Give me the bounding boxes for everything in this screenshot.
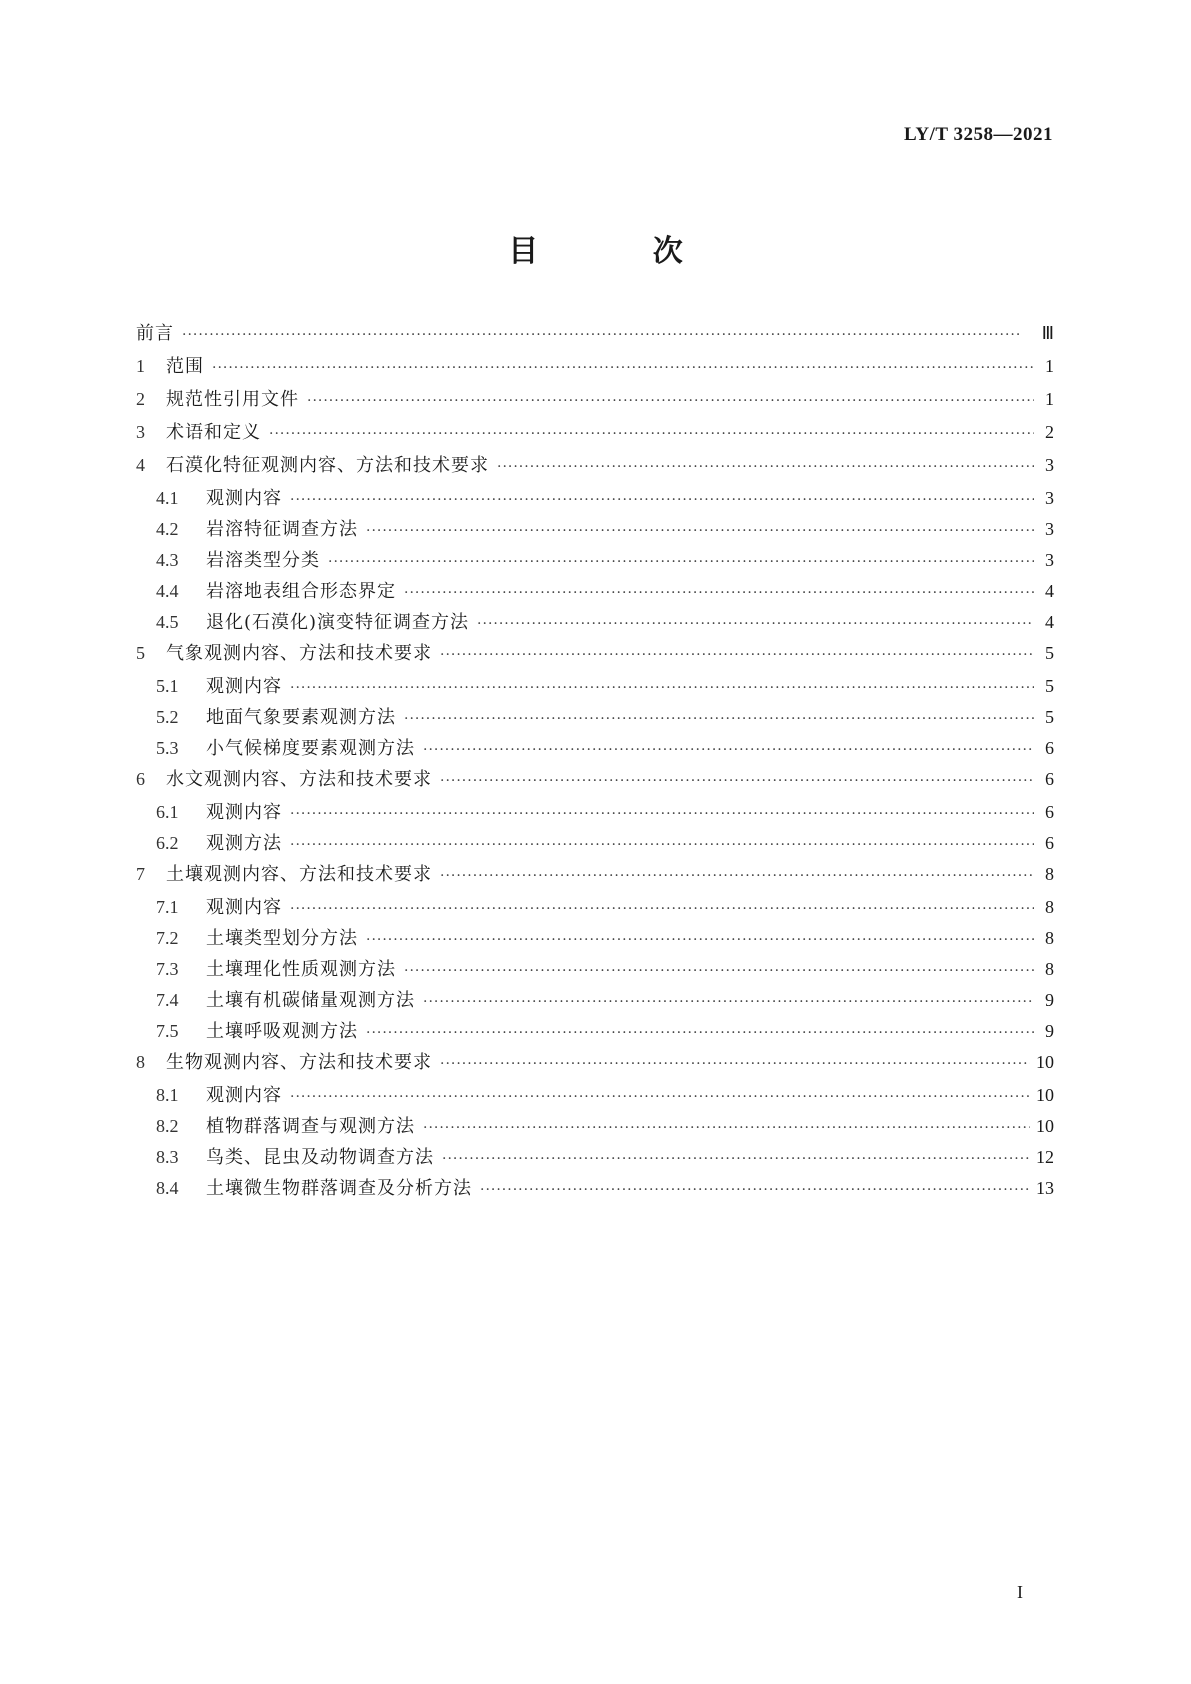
toc-subentry[interactable] [136,801,1054,832]
toc-entry-label: 石漠化特征观测内容、方法和技术要求 [166,455,489,476]
toc-entry-page: 3 [1045,488,1054,508]
toc-leader-dots [423,990,1034,1013]
toc-subentry[interactable] [136,611,1054,642]
toc-entry[interactable] [136,1051,1054,1084]
toc-entry[interactable] [136,454,1054,487]
toc-entry-page: 9 [1045,1021,1054,1041]
toc-leader-dots [404,581,1034,604]
toc-leader-dots [290,1085,1030,1108]
toc-entry-number: 5.1 [156,676,179,696]
toc-entry-label: 地面气象要素观测方法 [206,707,396,728]
toc-entry-label: 土壤观测内容、方法和技术要求 [166,864,432,885]
toc-entry[interactable] [136,421,1054,454]
toc-subentry[interactable] [136,832,1054,863]
toc-subentry[interactable] [136,549,1054,580]
toc-leader-dots [440,643,1034,666]
toc-entry[interactable] [136,768,1054,801]
toc-entry-page: 6 [1045,833,1054,853]
toc-entry[interactable] [136,863,1054,896]
toc-leader-dots [290,488,1034,511]
toc-entry-page: 8 [1045,928,1054,948]
page-number: I [1017,1582,1023,1602]
toc-entry-page: 3 [1045,455,1054,475]
toc-entry-page: 8 [1045,897,1054,917]
toc-entry-page: 2 [1045,422,1054,442]
toc-entry-page: 4 [1045,581,1054,601]
toc-entry-label: 小气候梯度要素观测方法 [206,738,415,759]
toc-subentry[interactable] [136,1115,1054,1146]
toc-entry-number: 7 [136,864,145,884]
toc-subentry[interactable] [136,896,1054,927]
toc-entry-label: 岩溶特征调查方法 [206,519,358,540]
toc-entry-number: 7.5 [156,1021,179,1041]
toc-leader-dots [423,1116,1030,1139]
toc-leader-dots [290,802,1034,825]
toc-leader-dots [269,422,1034,445]
toc-entry-number: 3 [136,422,145,442]
toc-subentry[interactable] [136,927,1054,958]
toc-leader-dots [307,389,1034,412]
toc-subentry[interactable] [136,518,1054,549]
toc-leader-dots [182,323,1034,346]
toc-entry-page: 5 [1045,707,1054,727]
toc-leader-dots [290,833,1034,856]
toc-entry-number: 5.3 [156,738,179,758]
toc-entry-page: 6 [1045,769,1054,789]
toc-leader-dots [366,928,1034,951]
toc-entry-page: Ⅲ [1041,323,1054,343]
toc-entry-page: 9 [1045,990,1054,1010]
toc-entry-label: 气象观测内容、方法和技术要求 [166,643,432,664]
toc-entry-page: 8 [1045,959,1054,979]
toc-entry-number: 7.2 [156,928,179,948]
toc-entry-page: 1 [1045,389,1054,409]
toc-entry-number: 4.2 [156,519,179,539]
toc-entry-page: 6 [1045,802,1054,822]
toc-entry-number: 5 [136,643,145,663]
toc-entry-page: 6 [1045,738,1054,758]
toc-entry-number: 8 [136,1052,145,1072]
toc-leader-dots [328,550,1034,573]
toc-entry-page: 10 [1036,1116,1054,1136]
toc-entry[interactable] [136,642,1054,675]
toc-subentry[interactable] [136,706,1054,737]
toc-subentry[interactable] [136,1020,1054,1051]
toc-entry-number: 8.1 [156,1085,179,1105]
toc-leader-dots [290,897,1034,920]
toc-entry-page: 4 [1045,612,1054,632]
toc-entry-number: 8.3 [156,1147,179,1167]
toc-entry-label: 术语和定义 [166,422,261,443]
toc-subentry[interactable] [136,487,1054,518]
toc-entry-number: 7.4 [156,990,179,1010]
toc-entry-page: 10 [1036,1052,1054,1072]
toc-subentry[interactable] [136,1084,1054,1115]
toc-entry-number: 5.2 [156,707,179,727]
toc-entry-number: 4.5 [156,612,179,632]
toc-leader-dots [477,612,1034,635]
toc-entry-page: 3 [1045,550,1054,570]
toc-entry-number: 6 [136,769,145,789]
toc-leader-dots [440,769,1034,792]
toc-subentry[interactable] [136,675,1054,706]
toc-entry-label: 土壤微生物群落调查及分析方法 [206,1178,472,1199]
toc-entry-label: 观测内容 [206,676,282,697]
toc-leader-dots [366,519,1034,542]
table-of-contents [136,322,1054,1208]
toc-entry-label: 植物群落调查与观测方法 [206,1116,415,1137]
toc-entry-label: 观测内容 [206,488,282,509]
toc-entry-label: 水文观测内容、方法和技术要求 [166,769,432,790]
toc-entry-number: 7.3 [156,959,179,979]
toc-leader-dots [404,959,1034,982]
toc-leader-dots [212,356,1034,379]
toc-entry-number: 4 [136,455,145,475]
toc-entry-number: 4.1 [156,488,179,508]
toc-entry-page: 3 [1045,519,1054,539]
toc-entry-label: 生物观测内容、方法和技术要求 [166,1052,432,1073]
toc-entry-label: 鸟类、昆虫及动物调查方法 [206,1147,434,1168]
toc-subentry[interactable] [136,989,1054,1020]
toc-entry-label: 退化(石漠化)演变特征调查方法 [206,612,470,633]
toc-entry-page: 10 [1036,1085,1054,1105]
toc-subentry[interactable] [136,1146,1054,1177]
toc-leader-dots [290,676,1034,699]
toc-entry-foreword[interactable] [136,322,1054,355]
standard-code: LY/T 3258—2021 [903,124,1053,145]
toc-leader-dots [366,1021,1034,1044]
toc-entry-number: 1 [136,356,145,376]
toc-entry[interactable] [136,355,1054,388]
toc-entry-number: 7.1 [156,897,179,917]
toc-leader-dots [404,707,1034,730]
toc-entry-page: 5 [1045,643,1054,663]
toc-entry-number: 4.3 [156,550,179,570]
toc-leader-dots [497,455,1034,478]
toc-leader-dots [423,738,1034,761]
toc-entry-label: 土壤类型划分方法 [206,928,358,949]
toc-entry-number: 2 [136,389,145,409]
toc-subentry[interactable] [136,958,1054,989]
toc-entry-label: 土壤有机碳储量观测方法 [206,990,415,1011]
toc-entry-number: 4.4 [156,581,179,601]
toc-leader-dots [480,1178,1030,1201]
toc-entry-page: 12 [1036,1147,1054,1167]
toc-subentry[interactable] [136,737,1054,768]
toc-entry-label: 观测内容 [206,1085,282,1106]
toc-entry-number: 6.2 [156,833,179,853]
toc-entry-number: 8.4 [156,1178,179,1198]
toc-subentry[interactable] [136,580,1054,611]
toc-entry-page: 1 [1045,356,1054,376]
toc-entry-label: 岩溶类型分类 [206,550,320,571]
toc-entry[interactable] [136,388,1054,421]
toc-subentry[interactable] [136,1177,1054,1208]
toc-entry-label: 规范性引用文件 [166,389,299,410]
toc-entry-page: 5 [1045,676,1054,696]
toc-entry-number: 8.2 [156,1116,179,1136]
toc-entry-page: 8 [1045,864,1054,884]
toc-entry-page: 13 [1036,1178,1054,1198]
toc-leader-dots [442,1147,1030,1170]
toc-entry-label: 观测方法 [206,833,282,854]
toc-entry-number: 6.1 [156,802,179,822]
toc-entry-label: 观测内容 [206,897,282,918]
toc-entry-label: 范围 [166,356,204,377]
toc-entry-label: 土壤呼吸观测方法 [206,1021,358,1042]
toc-entry-label: 观测内容 [206,802,282,823]
toc-entry-label: 土壤理化性质观测方法 [206,959,396,980]
toc-entry-label: 岩溶地表组合形态界定 [206,581,396,602]
toc-entry-label: 前言 [136,323,174,344]
toc-leader-dots [440,1052,1030,1075]
page-title: 目 次 [508,234,735,269]
toc-leader-dots [440,864,1034,887]
